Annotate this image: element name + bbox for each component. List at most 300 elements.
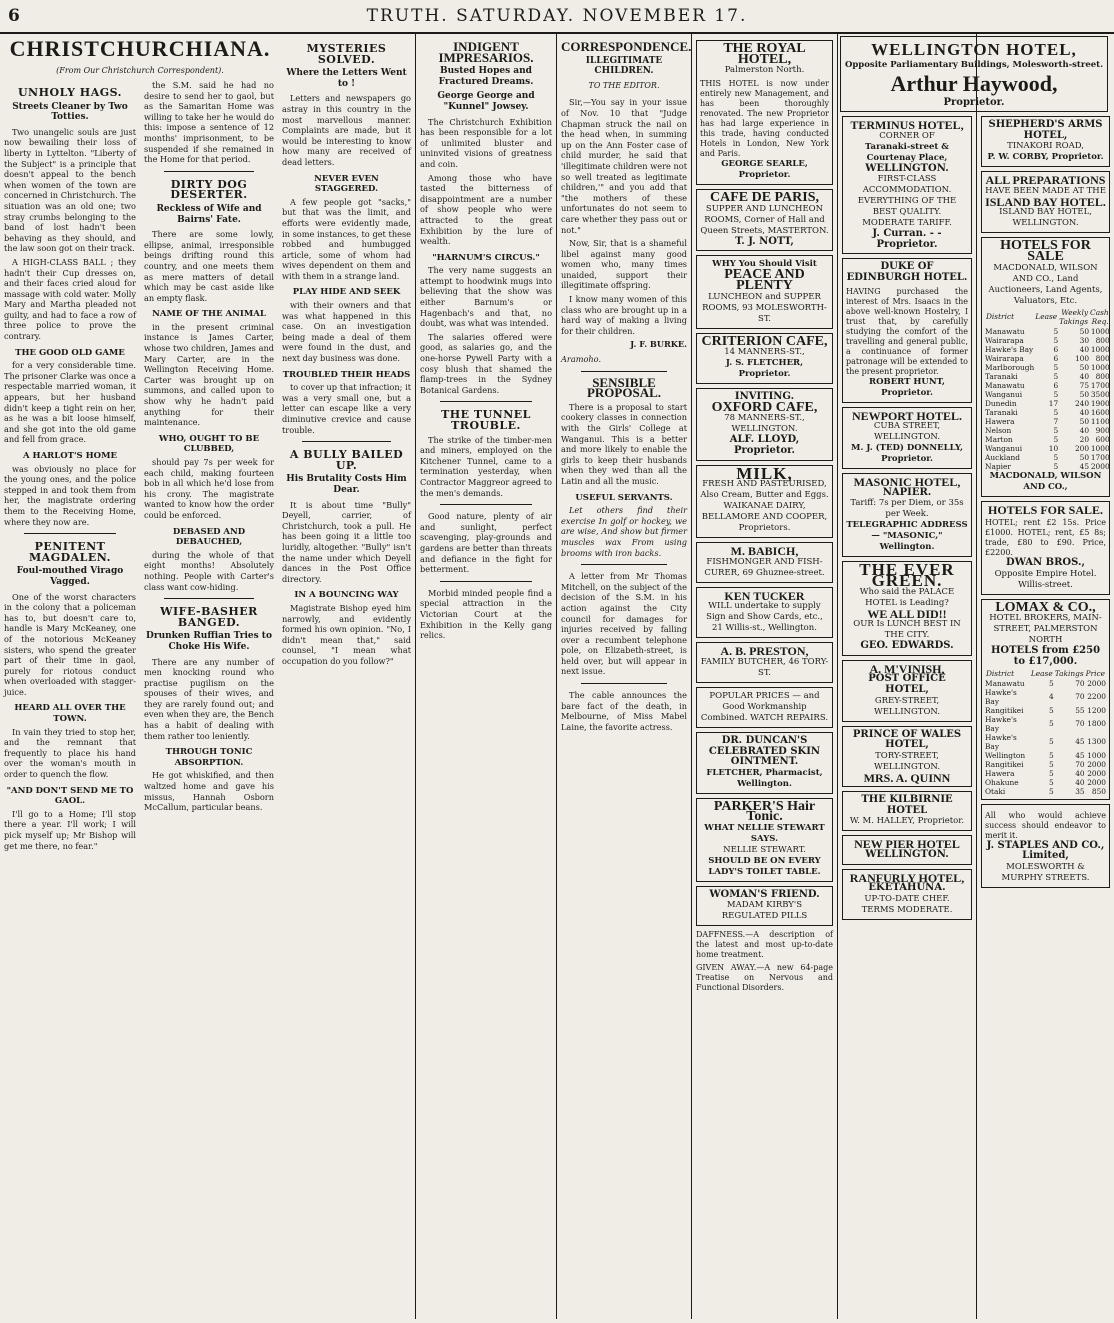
crosshead: HEARD ALL OVER THE TOWN. (14, 703, 126, 725)
ad-line: TELEGRAPHIC ADDRESS — "MASONIC," Wellington. (846, 520, 968, 553)
table-cell: 70 (1075, 692, 1085, 702)
table-cell: Otaki (985, 786, 1006, 796)
article-deck: Where the Letters Went to ! (286, 68, 407, 89)
article-paragraph: I'll go to a Home; I'll stop there a year. I'll work; I will pick myself up; Mr Bishop will get me there, no fear." (4, 808, 136, 851)
table-cell: 35 (1075, 786, 1085, 796)
ad-title: MASONIC HOTEL, (853, 475, 961, 490)
ad-watch-repairs (696, 687, 833, 728)
ad-prince-of-wales-hotel (842, 726, 972, 788)
article-paragraph: Morbid minded people find a special attraction in the Victorian Court at the Exhibition in the Kelly gang relics. (420, 587, 552, 641)
table-cell: 10 (1048, 443, 1059, 453)
hotels-table (985, 668, 1106, 796)
table-cell: 40 (1075, 777, 1085, 787)
column-1 (0, 80, 140, 1323)
table-cell: Hawke's Bay (985, 732, 1017, 751)
table-cell: Marton (985, 434, 1013, 444)
table-header-row (985, 307, 1110, 327)
divider (440, 504, 532, 505)
article-deck: Busted Hopes and Fractured Dreams. (438, 66, 534, 87)
article-paragraph: There is a proposal to start cookery classes in connection with the Girls' College at Wanganui. This is a better and more likely to enable the girls to keep their husbands when they wed than all the Latin and all the music. (561, 401, 687, 486)
crosshead: NAME OF THE ANIMAL (152, 309, 266, 320)
ad-new-pier-hotel (842, 835, 972, 864)
table-cell: 1700 (1090, 380, 1110, 390)
table-cell: 50 (1079, 416, 1090, 426)
ad-dr-duncan (696, 732, 833, 794)
table-cell: Wanganui (985, 389, 1023, 399)
table-cell: Napier (985, 461, 1011, 471)
ad-name: ISLAND BAY HOTEL. (985, 194, 1106, 209)
crosshead: TROUBLED THEIR HEADS (282, 369, 411, 380)
article-paragraph: for a very considerable time. The prisoner Clarke was once a respectable married woman, it appears, but her husband didn't keep a tight rein on her, as he was a bit loose himself, and she got into the old game and fell from grace. (4, 360, 136, 445)
table-row (985, 435, 1110, 444)
table-cell: 900 (1095, 425, 1110, 435)
table-cell: 5 (1049, 705, 1054, 715)
table-row (985, 390, 1110, 399)
table-cell: 5 (1053, 461, 1059, 471)
table-row (985, 327, 1110, 336)
article-title: UNHOLY HAGS. (17, 86, 123, 99)
ad-line: MODERATE TARIFF. (862, 218, 952, 229)
ad-post-office-hotel (842, 660, 972, 722)
table-cell: 50 (1079, 326, 1090, 336)
table-cell: 1200 (1087, 705, 1106, 715)
article-paragraph: The very name suggests an attempt to hoodwink mugs into believing that the show was either Barnum's or Hagenbach's and that, no doubt, was what was intended. (420, 265, 552, 329)
ad-signature: P. W. CORBY, Proprietor. (987, 152, 1104, 163)
table-row (985, 426, 1110, 435)
table-cell: 1000 (1090, 344, 1110, 354)
table-cell: 5 (1053, 362, 1059, 372)
section-byline: (From Our Christchurch Correspondent). (56, 66, 224, 75)
table-cell: 17 (1048, 398, 1059, 408)
table-row (985, 688, 1106, 706)
article-paragraph: The cable announces the bare fact of the death, in Melbourne, of Miss Mabel Laine, the favorite actress. (561, 690, 687, 732)
article-title: MYSTERIES SOLVED. (306, 42, 387, 66)
ad-line: FISHMONGER AND FISH-CURER, 69 Ghuznee-street. (704, 556, 825, 578)
article-title: DIRTY DOG DESERTER. (170, 177, 248, 202)
table-cell: Nelson (985, 425, 1012, 435)
ad-line: FIRST-CLASS ACCOMMODATION. (862, 174, 952, 196)
table-row (985, 345, 1110, 354)
column-7-ads (838, 112, 976, 1323)
ad-line: WILL undertake to supply Sign and Show Cards, etc., 21 Willis-st., Wellington. (706, 601, 823, 634)
ad-signature: T. J. NOTT, (735, 235, 794, 247)
table-cell: 45 (1075, 737, 1085, 747)
table-cell: 1900 (1090, 398, 1110, 408)
article-title: SENSIBLE PROPOSAL. (586, 374, 662, 401)
hotels-table (985, 307, 1110, 471)
table-row (985, 760, 1106, 769)
ad-body: HOTEL; rent £2 15s. Price £1000. HOTEL; rent, £5 8s; trade, £80 to £90. Price, £2200. (985, 518, 1106, 558)
table-cell: 5 (1053, 425, 1059, 435)
table-cell: 6 (1053, 344, 1059, 354)
column-4 (416, 36, 556, 1323)
ad-title: ALL PREPARATIONS (985, 173, 1106, 188)
ad-title: NEWPORT HOTEL. (851, 408, 963, 423)
ad-line: Opposite Empire Hotel. Willis-street. (994, 568, 1097, 590)
ad-line: MADAM KIRBY'S REGULATED PILLS (721, 900, 808, 922)
table-cell: 800 (1095, 335, 1110, 345)
article-title: A BULLY BAILED UP. (289, 448, 404, 472)
table-row (985, 787, 1106, 796)
ad-line: 78 MANNERS-ST., WELLINGTON. (724, 413, 805, 435)
ad-signature: J. S. FLETCHER, Proprietor. (725, 358, 804, 380)
ad-title: WELLINGTON HOTEL, (871, 40, 1077, 59)
ad-title: RANFURLY HOTEL, (849, 870, 965, 885)
table-cell: 5 (1049, 678, 1054, 688)
table-cell: Rangitikei (985, 759, 1024, 769)
ad-line: WELLINGTON. (865, 849, 949, 861)
ad-staples (981, 804, 1110, 888)
crosshead: "AND DON'T SEND ME TO GAOL. (6, 785, 134, 807)
table-row (985, 769, 1106, 778)
ad-title: HOTELS FOR SALE. (987, 502, 1104, 517)
table-cell: Taranaki (985, 371, 1018, 381)
ad-line: POST OFFICE HOTEL, (868, 673, 946, 695)
ad-parkers-hair-tonic (696, 798, 833, 882)
ad-signature: FLETCHER, Pharmacist, Wellington. (706, 767, 823, 789)
table-cell: 800 (1095, 371, 1110, 381)
table-cell: 1000 (1090, 326, 1110, 336)
table-cell: 1000 (1090, 362, 1110, 372)
ad-oxford-cafe (696, 388, 833, 460)
ad-shepherds-arms-hotel (981, 116, 1110, 167)
table-cell: 5 (1049, 777, 1054, 787)
ad-body: HAVING purchased the interest of Mrs. Isaacs in the above well-known Hostelry, I trust that, by carefully studying the comfort of the travelling and general public, a continuance of former patronage will be extended to the present proprietor. (846, 286, 968, 376)
table-cell: 40 (1079, 425, 1090, 435)
table-cell: 1000 (1090, 443, 1110, 453)
masthead-title: TRUTH. SATURDAY. NOVEMBER 17. (366, 6, 748, 26)
crosshead: PLAY HIDE AND SEEK (292, 287, 401, 298)
ad-name: Arthur Haywood, (890, 71, 1058, 96)
ad-line: LUNCHEON and SUPPER ROOMS, 93 MOLESWORTH-ST. (702, 291, 827, 324)
ad-line: CORNER OF (879, 130, 935, 141)
table-cell: 70 (1075, 759, 1085, 769)
table-cell: Wairarapa (985, 335, 1024, 345)
table-header-row (985, 668, 1106, 679)
article-paragraph: There are any number of men knocking round who practise pugilism on the spouses of their wives, and they are rarely found out; and even when they are, the Bench has a habit of dealing with them rather too leniently. (144, 656, 274, 741)
column-3 (278, 36, 415, 1323)
table-cell: 1700 (1090, 452, 1110, 462)
table-cell: 5 (1053, 434, 1059, 444)
table-cell: 5 (1053, 371, 1059, 381)
article-title: CORRESPONDENCE. (561, 39, 691, 54)
table-cell: 2200 (1087, 692, 1106, 702)
ad-title: THE ROYAL HOTEL, (723, 41, 806, 67)
table-cell: 2000 (1087, 768, 1106, 778)
table-cell: 5 (1049, 750, 1054, 760)
article-deck: Reckless of Wife and Bairns' Fate. (156, 203, 262, 225)
ad-signature: ALF. LLOYD, Proprietor. (729, 434, 800, 456)
article-paragraph: Letters and newspapers go astray in this country in the most marvellous manner. Complaints are made, but it would be interesting to know how many are received of dead letters. (282, 93, 411, 167)
divider (302, 441, 391, 442)
poem: Let others find their exercise In golf or hockey, we are wise, And show but firmer muscles wax From using brooms with iron backs. (561, 505, 687, 558)
table-cell: 75 (1079, 380, 1090, 390)
ad-body: GIVEN AWAY.—A new 64-page Treatise on Nervous and Functional Disorders. (696, 963, 833, 993)
ad-line: MOLESWORTH & MURPHY STREETS. (1001, 861, 1090, 883)
table-cell: 5 (1053, 389, 1059, 399)
table-row (985, 679, 1106, 688)
crosshead: DEBASED AND DEBAUCHED, (172, 526, 246, 548)
article-title: INDIGENT IMPRESARIOS. (438, 39, 534, 65)
table-cell: 5 (1053, 407, 1059, 417)
article-paragraph: The salaries offered were good, as salaries go, and the one-horse Pywell Party with a cosy blush that shamed the flamp-trees in the Sydney Botanical Gardens. (420, 331, 552, 395)
ad-title: MILK, (736, 463, 793, 483)
ad-line: FAMILY BUTCHER, 46 TORY-ST. (700, 656, 829, 678)
article-paragraph: during the whole of that eight months! Absolutely nothing. People with Carter's class want cow-hiding. (144, 549, 274, 592)
ad-title: TERMINUS HOTEL, (850, 118, 964, 132)
ad-line: Taranaki-street & Courtenay Place, (865, 141, 949, 163)
table-row (985, 706, 1106, 715)
article-paragraph: The strike of the timber-men and miners, employed on the Kitchener Tunnel, came to a termination yesterday, when Contractor Maggreor agreed to the men's demands. (420, 434, 552, 498)
table-header-cell: Cash Req. (1090, 307, 1109, 326)
article-paragraph: A letter from Mr Thomas Mitchell, on the subject of the decision of the S.M. in his action against the City council for damages for injuries received by falling over a recumbent telephone pole, on Elizabeth-street, is held over, but will appear in next issue. (561, 571, 687, 677)
ad-title: DUKE OF EDINBURGH HOTEL. (846, 261, 968, 283)
table-cell: Hawke's Bay (985, 714, 1017, 733)
table-cell: 240 (1074, 398, 1090, 408)
table-cell: 45 (1079, 461, 1090, 471)
ad-body: THIS HOTEL is now under entirely new Management, and has been thoroughly renovated. The new Proprietor has had large experience in this trade, having conducted Hotels in London, New York and Paris. (700, 79, 829, 159)
ad-title: PRINCE OF WALES HOTEL, (852, 728, 962, 751)
table-cell: 55 (1075, 705, 1085, 715)
letter-address: TO THE EDITOR. (588, 80, 660, 90)
ad-criterion-cafe (696, 333, 833, 385)
table-row (985, 751, 1106, 760)
article-paragraph: to cover up that infraction; it was a very small one, but a letter can escape like a very diminutive crevice and cause trouble. (282, 382, 411, 435)
article-paragraph: Two unangelic souls are just now bewailing their loss of liberty in Lyttelton. "Liberty of the Subject" is a principle that doesn't appeal to the bench when women of the town are concerned in Christchurch. The situation was an old one; two stray crumbs belonging to the band of lost hadn't been behaving as they should, and the law soon got on their track. (4, 126, 136, 254)
article-paragraph: was obviously no place for the young ones, and the police stepped in and took them from her, the magistrate ordering them to the Receiving Home, where they now are. (4, 463, 136, 527)
table-cell: 5 (1053, 452, 1059, 462)
crosshead: WHO, OUGHT TO BE CLUBBED, (158, 433, 260, 455)
ad-line: WHAT NELLIE STEWART SAYS. (704, 822, 825, 844)
article-title: PENITENT MAGDALEN. (29, 540, 111, 564)
table-cell: 5 (1049, 719, 1054, 729)
ad-body: All who would achieve success should endeavor to merit it. (985, 810, 1106, 840)
ad-line: TINAKORI ROAD, (1007, 141, 1084, 152)
table-cell: 1000 (1087, 750, 1106, 760)
table-row (985, 372, 1110, 381)
article-paragraph: He got whiskified, and then waltzed home and gave his missus, Hannah Osborn McCallum, particular beans. (144, 770, 274, 813)
table-cell: Taranaki (985, 407, 1018, 417)
section-title: CHRISTCHURCHIANA. (9, 36, 271, 61)
ad-signature: ROBERT HUNT, Proprietor. (869, 376, 945, 398)
ad-royal-hotel (696, 40, 833, 185)
ad-cafe-de-paris (696, 189, 833, 251)
letter-place: Aramoho. (561, 354, 602, 365)
table-row (985, 444, 1110, 453)
ad-line: MACDONALD, WILSON AND CO., Land Auctioneers, Land Agents, Valuators, Etc. (988, 262, 1103, 306)
article-deck: George George and "Kunnel" Jowsey. (437, 91, 535, 112)
article-paragraph: in the present criminal instance is James Carter, whose two children, James and Mary Carter, are in the Wellington Receiving Home. Carter was brought up on summons, and called upon to show why he hadn't paid anything for their maintenance. (144, 321, 274, 428)
article-paragraph: There are some lowly, ellipse, animal, irresponsible beings drifting round this country, and one meets them as mere matters of detail which may be cast aside like an empty flask. (144, 229, 274, 303)
divider (581, 683, 667, 684)
ad-body: DAFFNESS.—A description of the latest and most up-to-date home treatment. (696, 930, 833, 960)
ad-title: WOMAN'S FRIEND. (709, 888, 820, 900)
crosshead: THROUGH TONIC ABSORPTION. (165, 747, 253, 768)
ad-signature: W. M. HALLEY, Proprietor. (849, 816, 965, 827)
table-cell: 50 (1079, 362, 1090, 372)
ad-line: SHOULD BE ON EVERY LADY'S TOILET TABLE. (708, 855, 821, 877)
article-title: WIFE-BASHER BANGED. (160, 605, 258, 629)
table-cell: 1600 (1090, 407, 1110, 417)
table-cell: Marlborough (985, 362, 1035, 372)
divider (440, 401, 532, 402)
divider (164, 598, 254, 599)
ad-signature: MACDONALD, WILSON AND CO., (989, 470, 1102, 492)
table-cell: 50 (1079, 452, 1090, 462)
ad-line: SUPPER AND LUNCHEON ROOMS, Corner of Hall and Queen Streets, MASTERTON. (700, 203, 829, 236)
ad-line: WE ALL DID!! (867, 606, 947, 621)
ad-signature: GEO. EDWARDS. (860, 640, 954, 652)
ad-line: OUR Is LUNCH BEST IN THE CITY. (853, 619, 961, 641)
ad-line: INVITING. (734, 391, 795, 403)
crosshead: USEFUL SERVANTS. (575, 492, 673, 503)
table-cell: Ohakune (985, 777, 1019, 787)
table-cell: 7 (1053, 416, 1059, 426)
table-cell: Wellington (985, 750, 1026, 760)
ad-name: MRS. A. QUINN (863, 770, 951, 785)
ad-title: PARKER'S Hair Tonic. (713, 798, 816, 825)
table-cell: 1300 (1087, 737, 1106, 747)
ad-line: Opposite Parliamentary Buildings, Molesworth-street. (844, 60, 1104, 70)
article-deck: Streets Cleaner by Two Totties. (12, 101, 128, 123)
table-cell: 40 (1079, 407, 1090, 417)
article-paragraph: A few people got "sacks," but that was the limit, and efforts were evidently made, in some instances, to get these robbed and humbugged article, some of whom had wives dependent on them and with them in a strange land. (282, 196, 411, 281)
table-row (985, 381, 1110, 390)
table-cell: 5 (1053, 326, 1059, 336)
ad-terminus-hotel (842, 116, 972, 254)
table-cell: 6 (1053, 353, 1059, 363)
ad-title: HOTELS FOR SALE (1000, 238, 1091, 264)
ad-hotels-for-sale-dwan (981, 501, 1110, 595)
table-cell: 40 (1079, 344, 1090, 354)
ad-duke-of-edinburgh-hotel (842, 258, 972, 402)
table-cell: 2000 (1087, 777, 1106, 787)
ad-title: A. M'VINISH, (869, 661, 945, 676)
ad-signature: J. STAPLES AND CO., Limited, (986, 839, 1105, 862)
article-paragraph: Sir,—You say in your issue of Nov. 10 that "Judge Chapman struck the nail on the head when, in summing up on the Ann Foster case of child murder, he said that 'illegitimate children were not so well treated as legitimate children,'" and you add that "the mothers of these unfortunates do not seem to care whether they pass out or not." (561, 97, 687, 235)
ad-ken-tucker (696, 587, 833, 639)
table-cell: Wanganui (985, 443, 1023, 453)
table-cell: Hawke's Bay (985, 687, 1017, 706)
article-paragraph: Magistrate Bishop eyed him narrowly, and evidently formed his own opinion. "No, I didn't mean that," said counsel, "I mean what occupation do you follow?" (282, 602, 411, 666)
ad-line: EVERYTHING OF THE BEST QUALITY. (857, 196, 957, 218)
ad-title: A. B. PRESTON, (720, 644, 809, 659)
ad-line: WHY You Should Visit (712, 259, 817, 270)
ad-line: Who said the PALACE HOTEL is Leading? (859, 586, 955, 608)
table-header-cell: District (986, 312, 1015, 322)
table-cell: Hawera (985, 768, 1015, 778)
table-cell: 70 (1075, 678, 1085, 688)
ad-wellington-hotel (840, 36, 1108, 112)
table-cell: Hawke's Bay (985, 344, 1034, 354)
ad-island-bay-hotel (981, 171, 1110, 233)
divider (581, 371, 667, 372)
ad-line: HAVE BEEN MADE AT THE (985, 185, 1106, 196)
table-cell: Dunedin (985, 398, 1017, 408)
table-cell: Manawatu (985, 380, 1025, 390)
ad-line: GREY-STREET, WELLINGTON. (873, 695, 941, 717)
article-paragraph: Now, Sir, that is a shameful libel against many good women who, many times unaided, support their illegitimate offspring. (561, 238, 687, 291)
ad-masonic-hotel (842, 473, 972, 557)
table-row (985, 363, 1110, 372)
ad-the-ever-green (842, 561, 972, 655)
table-cell: Rangitikei (985, 705, 1024, 715)
table-row (985, 733, 1106, 751)
table-cell: 30 (1079, 335, 1090, 345)
divider (440, 581, 532, 582)
table-row (985, 462, 1110, 471)
ad-line: WELLINGTON. (865, 162, 949, 174)
table-body (985, 327, 1110, 471)
column-8-ads (977, 112, 1114, 1323)
ad-title: THE KILBIRNIE HOTEL (861, 794, 953, 816)
table-body (985, 679, 1106, 796)
ad-line: EKETAHUNA. (868, 882, 946, 894)
ad-signature: DWAN BROS., (1006, 557, 1085, 569)
table-cell: 100 (1074, 353, 1090, 363)
article-paragraph: The Christchurch Exhibition has been responsible for a lot of unlimited bluster and uninvited visions of greatness and coin. (420, 116, 552, 169)
page-number: 6 (8, 6, 20, 26)
ad-signature: GEORGE SEARLE, Proprietor. (721, 159, 808, 181)
table-row (985, 715, 1106, 733)
article-deck: His Brutality Costs Him Dear. (286, 474, 407, 495)
ad-title: CAFE DE PARIS, (709, 190, 820, 206)
crosshead: NEVER EVEN STAGGERED. (314, 173, 379, 195)
crosshead: THE GOOD OLD GAME (15, 347, 125, 358)
ad-line: Palmerston North. (724, 65, 805, 76)
article-paragraph: In vain they tried to stop her, and the remnant that frequently to place his hand over the woman's mouth in order to quench the flow. (4, 726, 136, 780)
ad-title: THE EVER GREEN. (859, 560, 955, 590)
ad-line: FRESH AND PASTEURISED, Also Cream, Butter and Eggs. WAIKANAE DAIRY, BELLAMORE AND COOPER, Proprietors. (700, 479, 829, 534)
ad-womans-friend (696, 886, 833, 927)
crosshead: "HARNUM'S CIRCUS." (432, 252, 540, 263)
table-cell: 1800 (1087, 719, 1106, 729)
column-6-ads (692, 36, 837, 1323)
ad-milk (696, 465, 833, 539)
table-row (985, 778, 1106, 787)
ad-line: TERMS MODERATE. (861, 904, 953, 915)
ad-lomax (981, 599, 1110, 800)
table-cell: 70 (1075, 719, 1085, 729)
ad-babich (696, 542, 833, 583)
ad-hotels-for-sale-macdonald (981, 237, 1110, 496)
christchurchiana-header (0, 34, 280, 81)
table-cell: Hawera (985, 416, 1015, 426)
table-cell: 1100 (1090, 416, 1110, 426)
table-cell: 20 (1079, 434, 1090, 444)
ad-line: HOTELS from £250 to £17,000. (990, 645, 1101, 667)
ad-title: CRITERION CAFE, (701, 333, 828, 349)
table-cell: 5 (1053, 335, 1059, 345)
ad-title: KEN TUCKER (724, 588, 805, 603)
article-deck: ILLEGITIMATE CHILDREN. (585, 55, 663, 77)
table-row (985, 453, 1110, 462)
article-paragraph: the S.M. said he had no desire to send her to gaol, but as the Samaritan Home was willing to take her he would do this: impose a sentence of 12 months' imprisonment, to be suspended if she remained in the Home for that period. (144, 80, 274, 165)
column-5 (557, 36, 691, 1323)
table-header-cell: Takings (1054, 668, 1084, 678)
table-cell: 45 (1075, 750, 1085, 760)
table-cell: Manawatu (985, 678, 1025, 688)
ad-preston (696, 642, 833, 683)
table-cell: 5 (1049, 786, 1054, 796)
ad-ranfurly-hotel (842, 869, 972, 920)
article-paragraph: A HIGH-CLASS BALL ; they hadn't their Cup dresses on, and their faces cried aloud for massage with cold water. Molly Mary and Martha pleaded not guilty, and had to face a row of three police to prove the contrary. (4, 256, 136, 342)
table-header-cell: Price (1085, 668, 1105, 678)
ad-line: Tariff: 7s per Diem, or 35s per Week. (850, 498, 964, 520)
table-header-cell: Weekly Takings (1059, 307, 1089, 326)
table-cell: 800 (1095, 353, 1110, 363)
article-paragraph: Among those who have tasted the bitterness of disappointment are a number of show people who were attracted to the great Exhibition by the lure of wealth. (420, 172, 552, 247)
